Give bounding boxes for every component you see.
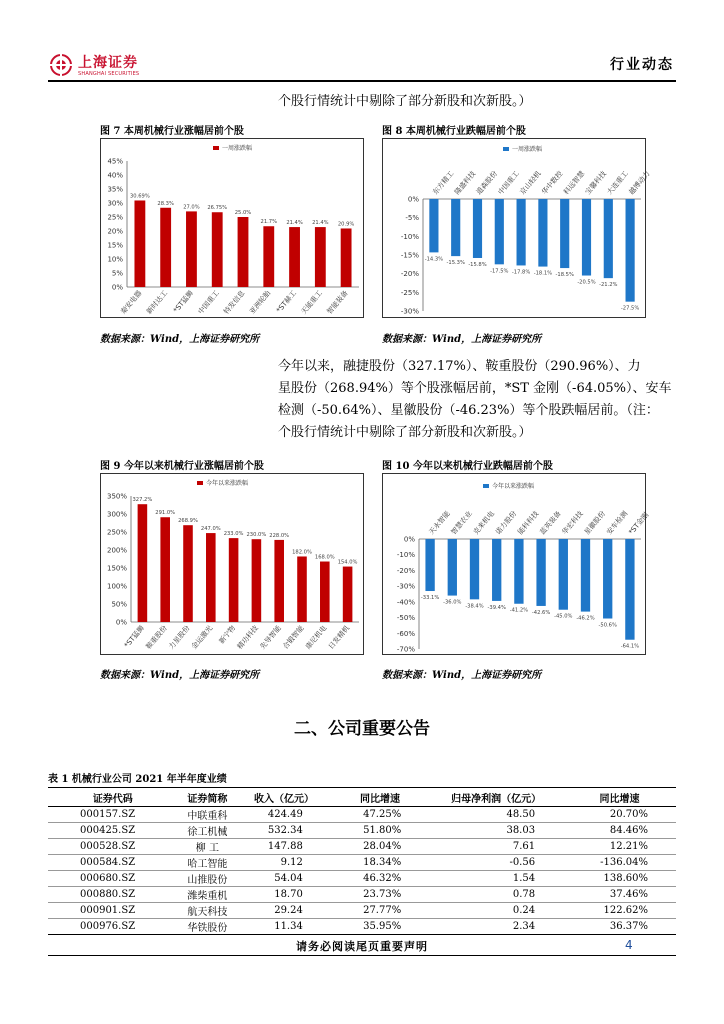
bar bbox=[538, 199, 547, 267]
bar bbox=[212, 212, 223, 287]
bar-value-label: -18.5% bbox=[555, 272, 574, 279]
cell-revenue: 147.88 bbox=[237, 839, 331, 855]
bar-value-label: -41.2% bbox=[509, 607, 529, 614]
category-label: 东方精工 bbox=[431, 169, 456, 197]
cell-revenue-growth: 27.77% bbox=[331, 903, 429, 919]
cell-revenue-growth: 35.95% bbox=[331, 919, 429, 935]
cell-name: 中联重科 bbox=[178, 807, 238, 823]
cell-name: 柳 工 bbox=[178, 839, 238, 855]
category-label: 隆盛科技 bbox=[453, 169, 478, 197]
category-label: 科远智慧 bbox=[562, 169, 587, 197]
bar-value-label: 27.0% bbox=[183, 204, 200, 211]
category-label: 京山轻机 bbox=[518, 169, 543, 197]
y-tick-label: -70% bbox=[396, 645, 415, 654]
col-header-revenue: 收入（亿元） bbox=[237, 788, 331, 807]
cell-revenue: 54.04 bbox=[237, 871, 331, 887]
bar-value-label: -36.0% bbox=[443, 599, 462, 606]
cell-revenue-growth: 23.73% bbox=[331, 887, 429, 903]
category-label: 道森股份 bbox=[474, 169, 500, 197]
category-label: 大连重工 bbox=[605, 169, 630, 197]
y-tick-label: 0% bbox=[115, 618, 127, 627]
bar-value-label: -17.5% bbox=[490, 268, 509, 275]
bar bbox=[289, 227, 300, 287]
y-tick-label: 50% bbox=[111, 600, 127, 609]
fig9-chart bbox=[101, 474, 363, 654]
cell-code: 000976.SZ bbox=[48, 919, 178, 935]
cell-name: 华铁股份 bbox=[178, 919, 238, 935]
category-label: 安车检测 bbox=[605, 509, 630, 537]
bar-value-label: -46.2% bbox=[576, 615, 595, 622]
category-label: 蓝英装备 bbox=[538, 509, 563, 537]
table-header-row bbox=[48, 788, 676, 807]
bar-value-label: -17.8% bbox=[511, 269, 531, 276]
legend-swatch bbox=[213, 146, 219, 150]
bar bbox=[320, 562, 330, 622]
bar bbox=[473, 199, 482, 258]
y-tick-label: -20% bbox=[396, 566, 415, 575]
ytd-line-1: 今年以来，融捷股份（327.17%）、鞍重股份（290.96%）、力 bbox=[278, 359, 641, 374]
ytd-line-2: 星股份（268.94%）等个股涨幅居前，*ST 金刚（-64.05%）、安车 bbox=[278, 381, 672, 396]
bar-value-label: -45.0% bbox=[554, 613, 573, 620]
legend-label: 今年以来涨跌幅 bbox=[206, 480, 249, 487]
fig9-chart-frame bbox=[100, 473, 364, 655]
bar bbox=[341, 228, 352, 287]
bar-value-label: 154.0% bbox=[337, 559, 358, 566]
legend-label: 一周涨跌幅 bbox=[512, 146, 543, 153]
cell-profit-growth: 36.37% bbox=[563, 919, 676, 935]
bar-value-label: -39.4% bbox=[487, 604, 506, 611]
cell-revenue-growth: 47.25% bbox=[331, 807, 429, 823]
bar bbox=[160, 208, 171, 287]
intro-line: 个股行情统计中剔除了部分新股和次新股。） bbox=[278, 94, 532, 109]
bar bbox=[183, 525, 193, 622]
y-tick-label: 10% bbox=[107, 255, 123, 264]
cell-code: 000157.SZ bbox=[48, 807, 178, 823]
y-tick-label: 40% bbox=[107, 171, 123, 180]
bar-value-label: -33.1% bbox=[420, 595, 440, 602]
page-number: 4 bbox=[625, 938, 633, 952]
bar bbox=[603, 539, 612, 619]
fig8-chart bbox=[383, 139, 652, 317]
cell-net-profit: 0.24 bbox=[429, 903, 563, 919]
bar bbox=[517, 199, 526, 265]
bar-value-label: -20.5% bbox=[577, 279, 596, 286]
cell-revenue-growth: 28.04% bbox=[331, 839, 429, 855]
logo-text-cn: 上海证券 bbox=[78, 55, 138, 71]
y-tick-label: 0% bbox=[403, 535, 415, 544]
category-label: 精功科技 bbox=[235, 624, 260, 651]
header-divider bbox=[48, 80, 676, 82]
cell-profit-growth: 122.62% bbox=[563, 903, 676, 919]
bar bbox=[274, 540, 284, 622]
cell-net-profit: 7.61 bbox=[429, 839, 563, 855]
category-label: 诺力股份 bbox=[494, 509, 519, 537]
cell-revenue: 29.24 bbox=[237, 903, 331, 919]
cell-code: 000901.SZ bbox=[48, 903, 178, 919]
bar bbox=[582, 199, 591, 276]
cell-net-profit: 0.78 bbox=[429, 887, 563, 903]
category-label: 天能重工 bbox=[299, 289, 324, 316]
cell-name: 山推股份 bbox=[178, 871, 238, 887]
fig8-source: 数据来源：Wind，上海证券研究所 bbox=[382, 334, 542, 345]
y-tick-label: 250% bbox=[106, 528, 127, 537]
cell-code: 000425.SZ bbox=[48, 823, 178, 839]
col-header-code: 证券代码 bbox=[48, 788, 178, 807]
category-label: 特发信息 bbox=[222, 289, 247, 316]
bar-value-label: 182.0% bbox=[292, 549, 312, 556]
fig10-title: 图 10 今年以来机械行业跌幅居前个股 bbox=[382, 461, 553, 472]
bar-value-label: 168.0% bbox=[314, 554, 335, 561]
table-row bbox=[48, 807, 676, 823]
y-tick-label: -10% bbox=[400, 232, 419, 241]
table-row bbox=[48, 823, 676, 839]
y-tick-label: 200% bbox=[106, 546, 127, 555]
bar-value-label: -14.3% bbox=[424, 256, 444, 263]
table-row bbox=[48, 839, 676, 855]
fig7-chart bbox=[101, 139, 363, 317]
y-tick-label: 0% bbox=[111, 283, 123, 292]
bar bbox=[625, 539, 634, 640]
category-label: 日发精机 bbox=[327, 624, 352, 651]
y-tick-label: 5% bbox=[111, 269, 123, 278]
cell-profit-growth: -136.04% bbox=[563, 855, 676, 871]
bar bbox=[206, 533, 216, 622]
bar bbox=[263, 226, 274, 287]
y-tick-label: 30% bbox=[107, 199, 123, 208]
bar bbox=[514, 539, 523, 604]
y-tick-label: -50% bbox=[396, 614, 415, 623]
cell-profit-growth: 138.60% bbox=[563, 871, 676, 887]
fig10-source: 数据来源：Wind，上海证券研究所 bbox=[382, 670, 542, 681]
fig7-source: 数据来源：Wind，上海证券研究所 bbox=[100, 334, 260, 345]
bar-value-label: 327.2% bbox=[132, 497, 153, 504]
category-label: *ST金刚 bbox=[627, 511, 651, 537]
category-label: 中国重工 bbox=[496, 169, 521, 197]
y-tick-label: -40% bbox=[396, 598, 415, 607]
bar bbox=[451, 199, 460, 256]
cell-revenue: 424.49 bbox=[237, 807, 331, 823]
col-header-profit-growth: 同比增速 bbox=[563, 788, 676, 807]
category-label: 先导智能 bbox=[258, 624, 283, 651]
bar-value-label: -21.2% bbox=[599, 282, 618, 289]
category-label: 中国重工 bbox=[196, 289, 221, 316]
bar bbox=[495, 199, 504, 264]
bar-value-label: 21.7% bbox=[260, 219, 278, 226]
y-tick-label: 45% bbox=[107, 157, 123, 166]
table-row bbox=[48, 919, 676, 935]
bar bbox=[138, 504, 148, 622]
report-type-title: 行业动态 bbox=[610, 57, 674, 73]
bar bbox=[604, 199, 613, 278]
y-tick-label: -60% bbox=[396, 629, 415, 638]
bar bbox=[429, 199, 438, 252]
bar-value-label: 230.0% bbox=[246, 532, 267, 539]
legend-swatch bbox=[503, 147, 509, 151]
category-label: 合锻智能 bbox=[281, 624, 306, 651]
col-header-net-profit: 归母净利润（亿元） bbox=[429, 788, 563, 807]
cell-revenue: 9.12 bbox=[237, 855, 331, 871]
cell-revenue-growth: 46.32% bbox=[331, 871, 429, 887]
bar-value-label: 25.0% bbox=[234, 210, 252, 216]
y-tick-label: 15% bbox=[107, 241, 123, 250]
legend-swatch bbox=[197, 481, 203, 485]
bar-value-label: 28.3% bbox=[157, 200, 174, 207]
category-label: 华中数控 bbox=[540, 169, 565, 197]
ytd-line-3: 检测（-50.64%）、星徽股份（-46.23%）等个股跌幅居前。（注： bbox=[278, 403, 659, 418]
legend-swatch bbox=[483, 484, 489, 488]
category-label: 越博动力 bbox=[627, 169, 652, 197]
bar-value-label: -50.6% bbox=[598, 622, 617, 629]
bar-value-label: 291.0% bbox=[155, 510, 176, 517]
cell-net-profit: 48.50 bbox=[429, 807, 563, 823]
fig8-title: 图 8 本周机械行业跌幅居前个股 bbox=[382, 126, 526, 137]
category-label: 金运激光 bbox=[190, 624, 215, 651]
cell-name: 哈工智能 bbox=[178, 855, 238, 871]
y-tick-label: -25% bbox=[400, 288, 419, 297]
y-tick-label: 100% bbox=[106, 582, 127, 591]
cell-revenue: 18.70 bbox=[237, 887, 331, 903]
category-label: 新宁物 bbox=[217, 624, 238, 646]
bar-value-label: -38.4% bbox=[465, 603, 484, 610]
y-tick-label: -20% bbox=[400, 270, 419, 279]
cell-code: 000528.SZ bbox=[48, 839, 178, 855]
cell-net-profit: 2.34 bbox=[429, 919, 563, 935]
bar bbox=[229, 538, 239, 622]
legend-label: 一周涨跌幅 bbox=[222, 145, 253, 152]
fig7-title: 图 7 本周机械行业涨幅居前个股 bbox=[100, 126, 244, 137]
bar bbox=[536, 539, 545, 606]
bar bbox=[186, 211, 197, 287]
bar-value-label: 247.0% bbox=[200, 526, 221, 533]
table-row bbox=[48, 855, 676, 871]
intro-paragraph bbox=[278, 91, 532, 113]
bar-value-label: 233.0% bbox=[223, 531, 244, 538]
bar bbox=[626, 199, 635, 302]
bar bbox=[315, 227, 326, 287]
y-tick-label: 300% bbox=[106, 510, 127, 519]
category-label: 秦安电器 bbox=[119, 289, 144, 316]
cell-name: 航天科技 bbox=[178, 903, 238, 919]
category-label: 智慧农业 bbox=[449, 509, 474, 537]
bar-value-label: 21.4% bbox=[286, 220, 303, 227]
bar-value-label: -42.6% bbox=[531, 609, 551, 616]
category-label: 能科科技 bbox=[516, 509, 541, 537]
disclaimer-note: 请务必阅读尾页重要声明 bbox=[296, 940, 428, 953]
bar bbox=[470, 539, 479, 599]
bar bbox=[425, 539, 434, 591]
category-label: 鞍重股份 bbox=[144, 624, 169, 651]
y-tick-label: 20% bbox=[107, 227, 123, 236]
company-logo bbox=[48, 50, 168, 80]
y-tick-label: 25% bbox=[107, 213, 123, 222]
bar-value-label: -64.1% bbox=[620, 643, 640, 650]
category-label: 天永智能 bbox=[427, 509, 452, 537]
bar-value-label: -18.1% bbox=[533, 270, 553, 277]
category-label: 华宏科技 bbox=[560, 509, 585, 537]
y-tick-label: -30% bbox=[396, 582, 415, 591]
table-row bbox=[48, 871, 676, 887]
category-label: 亚洲轮胎 bbox=[248, 289, 273, 316]
cell-name: 潍柴重机 bbox=[178, 887, 238, 903]
cell-profit-growth: 37.46% bbox=[563, 887, 676, 903]
table-row bbox=[48, 887, 676, 903]
bar bbox=[492, 539, 501, 601]
cell-revenue-growth: 18.34% bbox=[331, 855, 429, 871]
cell-net-profit: -0.56 bbox=[429, 855, 563, 871]
category-label: 宝馨科技 bbox=[583, 169, 609, 197]
bar bbox=[581, 539, 590, 612]
footer-divider bbox=[48, 955, 676, 956]
cell-revenue: 532.34 bbox=[237, 823, 331, 839]
fig9-source: 数据来源：Wind，上海证券研究所 bbox=[100, 670, 260, 681]
category-label: 克来机电 bbox=[471, 509, 497, 537]
bar bbox=[297, 556, 307, 622]
section-title: 二、公司重要公告 bbox=[294, 719, 430, 739]
bar bbox=[343, 567, 353, 622]
y-tick-label: -10% bbox=[396, 551, 415, 560]
y-tick-label: -15% bbox=[400, 251, 419, 260]
bar-value-label: -15.8% bbox=[468, 261, 487, 268]
bar bbox=[252, 539, 262, 622]
fig9-title: 图 9 今年以来机械行业涨幅居前个股 bbox=[100, 461, 264, 472]
bar bbox=[134, 200, 145, 287]
y-tick-label: 350% bbox=[106, 492, 127, 501]
col-header-name: 证券简称 bbox=[178, 788, 238, 807]
bar-value-label: 26.75% bbox=[207, 205, 228, 212]
bar bbox=[160, 517, 170, 622]
bar bbox=[448, 539, 457, 596]
logo-mark-icon bbox=[50, 54, 72, 76]
bar bbox=[559, 539, 568, 610]
bar bbox=[560, 199, 569, 268]
cell-net-profit: 1.54 bbox=[429, 871, 563, 887]
ytd-line-4: 个股行情统计中剔除了部分新股和次新股。） bbox=[278, 425, 532, 440]
col-header-revenue-growth: 同比增速 bbox=[331, 788, 429, 807]
y-tick-label: 150% bbox=[106, 564, 127, 573]
category-label: 新时达工 bbox=[145, 289, 170, 316]
category-label: *ST猛狮 bbox=[122, 624, 146, 650]
bar-value-label: -15.3% bbox=[446, 260, 465, 267]
earnings-table bbox=[48, 787, 676, 935]
category-label: 力星股份 bbox=[167, 624, 192, 651]
fig10-chart bbox=[383, 474, 651, 654]
y-tick-label: -5% bbox=[405, 214, 419, 223]
category-label: *ST赫工 bbox=[275, 289, 299, 315]
bar-value-label: -27.5% bbox=[620, 305, 640, 312]
cell-code: 000880.SZ bbox=[48, 887, 178, 903]
bar-value-label: 268.9% bbox=[178, 518, 198, 525]
bar bbox=[238, 217, 249, 287]
category-label: 康尼机电 bbox=[304, 624, 329, 651]
cell-name: 徐工机械 bbox=[178, 823, 238, 839]
bar-value-label: 20.9% bbox=[337, 221, 355, 228]
legend-label: 今年以来涨跌幅 bbox=[492, 483, 535, 490]
cell-profit-growth: 84.46% bbox=[563, 823, 676, 839]
y-tick-label: 0% bbox=[407, 195, 419, 204]
table-title: 表 1 机械行业公司 2021 年半年度业绩 bbox=[48, 774, 227, 785]
cell-code: 000680.SZ bbox=[48, 871, 178, 887]
ytd-paragraph-cont bbox=[278, 378, 672, 444]
y-tick-label: 35% bbox=[107, 185, 123, 194]
bar-value-label: 30.69% bbox=[129, 193, 150, 200]
cell-revenue-growth: 51.80% bbox=[331, 823, 429, 839]
ytd-paragraph bbox=[278, 356, 658, 378]
category-label: *ST猛狮 bbox=[171, 289, 195, 315]
bar-value-label: 228.0% bbox=[269, 532, 290, 539]
table-row bbox=[48, 903, 676, 919]
fig10-chart-frame bbox=[382, 473, 651, 655]
cell-profit-growth: 20.70% bbox=[563, 807, 676, 823]
category-label: 星徽股份 bbox=[582, 509, 608, 537]
bar-value-label: 21.4% bbox=[312, 220, 329, 227]
page-header bbox=[48, 48, 676, 82]
fig8-chart-frame bbox=[382, 138, 652, 318]
logo-text-en: SHANGHAI SECURITIES bbox=[78, 71, 140, 77]
cell-net-profit: 38.03 bbox=[429, 823, 563, 839]
fig7-chart-frame bbox=[100, 138, 364, 318]
cell-code: 000584.SZ bbox=[48, 855, 178, 871]
y-tick-label: -30% bbox=[400, 307, 419, 316]
cell-revenue: 11.34 bbox=[237, 919, 331, 935]
cell-profit-growth: 12.21% bbox=[563, 839, 676, 855]
category-label: 智能装备 bbox=[325, 289, 350, 316]
